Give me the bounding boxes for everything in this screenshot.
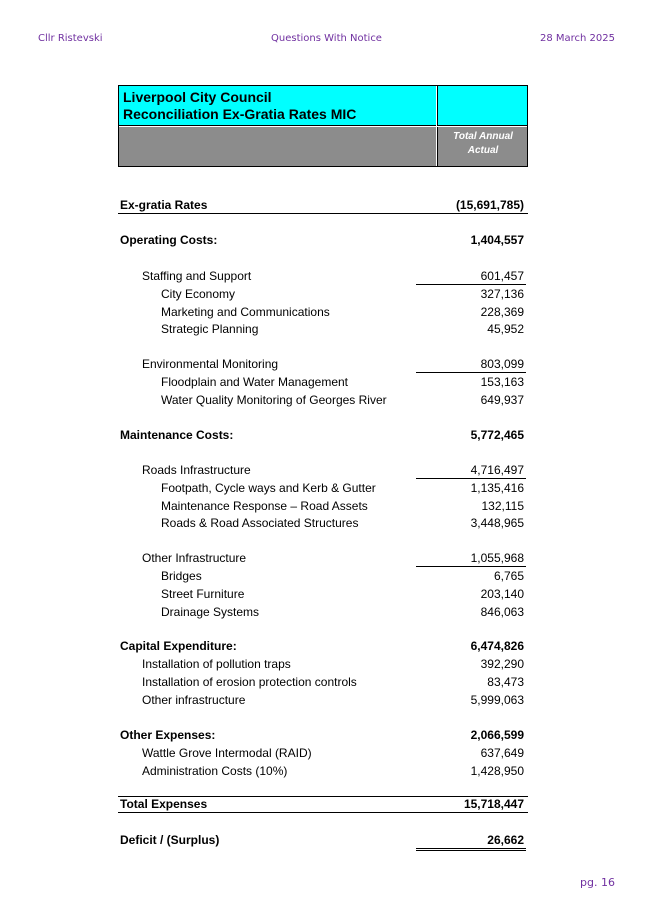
row-label: Roads Infrastructure xyxy=(142,463,251,477)
row-label: Other Expenses: xyxy=(120,728,216,742)
row-roads-associated-structures xyxy=(118,516,528,531)
header-date: 28 March 2025 xyxy=(539,33,615,44)
row-value: 1,404,557 xyxy=(470,233,524,247)
row-environmental-monitoring xyxy=(118,357,528,372)
row-maintenance-costs xyxy=(118,428,528,443)
row-label: Environmental Monitoring xyxy=(142,357,279,371)
row-label: Capital Expenditure: xyxy=(120,639,237,653)
banner-cyan-right-cell xyxy=(437,86,527,126)
row-label: Other infrastructure xyxy=(142,693,246,707)
row-administration-costs xyxy=(118,764,528,779)
row-label: Water Quality Monitoring of Georges River xyxy=(161,393,387,407)
row-label: Drainage Systems xyxy=(161,605,260,619)
row-roads-infrastructure xyxy=(118,463,528,478)
row-value: 846,063 xyxy=(480,605,524,619)
row-maintenance-response xyxy=(118,499,528,514)
row-value: 153,163 xyxy=(480,375,524,389)
header-title: Questions With Notice xyxy=(271,33,382,44)
row-footpath-cycle-ways xyxy=(118,481,528,496)
row-underline xyxy=(416,566,526,567)
row-underline xyxy=(118,812,528,813)
row-label: Maintenance Costs: xyxy=(120,428,234,442)
row-value: 1,055,968 xyxy=(470,551,524,565)
row-other-infrastructure-group xyxy=(118,551,528,566)
row-value: 601,457 xyxy=(480,269,524,283)
row-other-expenses xyxy=(118,728,528,743)
row-deficit-surplus xyxy=(118,833,528,848)
column-header-cell xyxy=(437,127,527,166)
row-value: 6,474,826 xyxy=(470,639,524,653)
row-label: Staffing and Support xyxy=(142,269,252,283)
row-label: Footpath, Cycle ways and Kerb & Gutter xyxy=(161,481,376,495)
row-value: 2,066,599 xyxy=(470,728,524,742)
column-header-total-annual-actual xyxy=(438,130,528,158)
row-value: 228,369 xyxy=(480,305,524,319)
row-water-quality-monitoring xyxy=(118,393,528,408)
row-label: Roads & Road Associated Structures xyxy=(161,516,359,530)
row-floodplain-and-water-management xyxy=(118,375,528,390)
row-label: Installation of pollution traps xyxy=(142,657,291,671)
row-marketing-and-communications xyxy=(118,305,528,320)
row-value: 132,115 xyxy=(481,499,524,513)
row-value: 3,448,965 xyxy=(470,516,524,530)
row-label: Marketing and Communications xyxy=(161,305,330,319)
row-street-furniture xyxy=(118,587,528,602)
row-label: Maintenance Response – Road Assets xyxy=(161,499,368,513)
row-double-underline xyxy=(416,848,526,851)
row-underline xyxy=(416,284,526,285)
row-label: Street Furniture xyxy=(161,587,245,601)
row-label: Floodplain and Water Management xyxy=(161,375,348,389)
row-total-expenses xyxy=(118,797,528,812)
row-underline xyxy=(416,372,526,373)
row-strategic-planning xyxy=(118,322,528,337)
row-label: Operating Costs: xyxy=(120,233,218,247)
row-label: City Economy xyxy=(161,287,236,301)
table-title-line-2: Reconciliation Ex-Gratia Rates MIC xyxy=(123,106,357,122)
row-value: 26,662 xyxy=(487,833,524,847)
row-label: Wattle Grove Intermodal (RAID) xyxy=(142,746,312,760)
row-underline xyxy=(416,478,526,479)
row-value: 203,140 xyxy=(480,587,524,601)
column-header-line-1: Total Annual xyxy=(453,131,513,142)
row-drainage-systems xyxy=(118,605,528,620)
row-value: (15,691,785) xyxy=(455,198,524,212)
row-label: Ex-gratia Rates xyxy=(120,198,208,212)
row-value: 6,765 xyxy=(493,569,524,583)
row-city-economy xyxy=(118,287,528,302)
table-title-line-1: Liverpool City Council xyxy=(123,89,272,105)
row-label: Bridges xyxy=(161,569,202,583)
column-header-line-2: Actual xyxy=(467,145,499,156)
row-value: 1,135,416 xyxy=(470,481,524,495)
row-value: 392,290 xyxy=(480,657,524,671)
row-value: 327,136 xyxy=(480,287,524,301)
row-value: 803,099 xyxy=(480,357,524,371)
row-operating-costs xyxy=(118,233,528,248)
row-value: 637,649 xyxy=(480,746,524,760)
row-label: Total Expenses xyxy=(120,797,208,811)
row-value: 4,716,497 xyxy=(470,463,524,477)
row-label: Strategic Planning xyxy=(161,322,259,336)
row-value: 1,428,950 xyxy=(470,764,524,778)
banner-gray-cell xyxy=(119,127,436,166)
row-value: 5,772,465 xyxy=(470,428,524,442)
row-other-infrastructure xyxy=(118,693,528,708)
row-capital-expenditure xyxy=(118,639,528,654)
header-author: Cllr Ristevski xyxy=(38,33,103,44)
row-underline xyxy=(118,213,528,214)
row-label: Other Infrastructure xyxy=(142,551,247,565)
page-number: pg. 16 xyxy=(580,876,615,889)
row-erosion-protection xyxy=(118,675,528,690)
table-banner xyxy=(118,85,528,167)
banner-title-cell xyxy=(119,86,436,126)
row-value: 649,937 xyxy=(480,393,524,407)
row-wattle-grove-intermodal xyxy=(118,746,528,761)
row-ex-gratia-rates xyxy=(118,198,528,213)
row-staffing-and-support xyxy=(118,269,528,284)
row-value: 83,473 xyxy=(487,675,524,689)
row-value: 45,952 xyxy=(487,322,524,336)
row-value: 5,999,063 xyxy=(470,693,524,707)
row-label: Installation of erosion protection controls xyxy=(142,675,357,689)
row-bridges xyxy=(118,569,528,584)
row-label: Deficit / (Surplus) xyxy=(120,833,220,847)
row-label: Administration Costs (10%) xyxy=(142,764,288,778)
row-value: 15,718,447 xyxy=(463,797,524,811)
row-pollution-traps xyxy=(118,657,528,672)
table-title xyxy=(123,89,356,123)
